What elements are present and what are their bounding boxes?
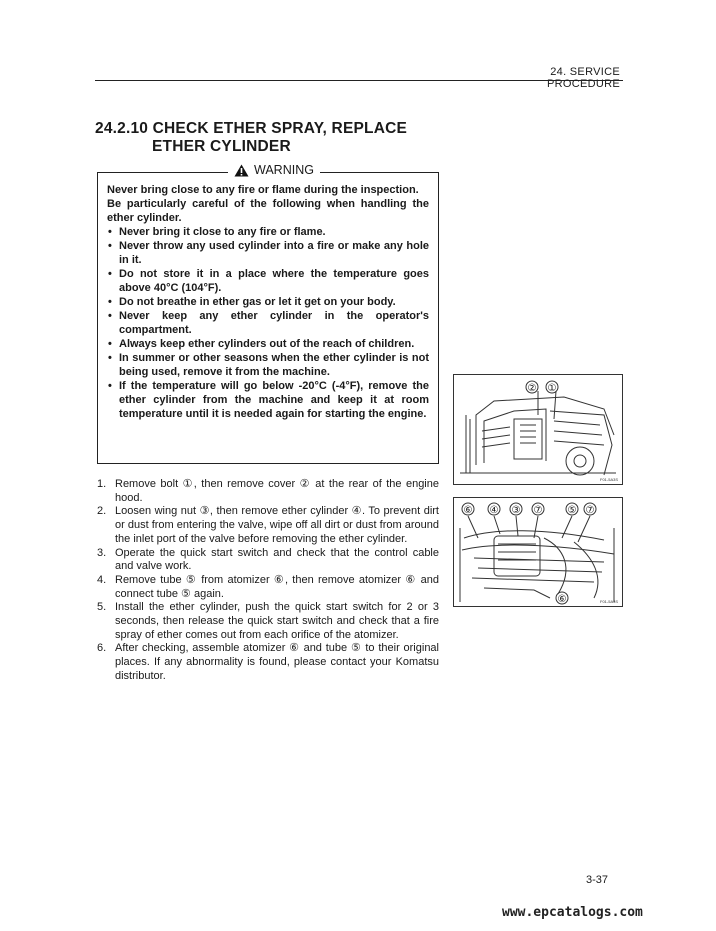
step-4 [97, 574, 439, 601]
warning-intro-2: Be particularly careful of the following when handling the ether cylinder. [107, 198, 429, 224]
title-line-1: 24.2.10 CHECK ETHER SPRAY, REPLACE [95, 120, 408, 137]
watermark: www.epcatalogs.com [502, 905, 643, 920]
step-5 [97, 601, 439, 642]
step-number: 4. [97, 573, 107, 586]
title-line-2: ETHER CYLINDER [152, 138, 291, 155]
warning-bullet: • Never bring it close to any fire or flame. [107, 225, 429, 239]
callout-2: ② [527, 383, 537, 394]
step-text: Remove bolt ①, then remove cover ② at the rear of the engine hood. [115, 478, 439, 504]
warning-bullet: • Do not store it in a place where the temperature goes above 40°C (104°F). [107, 267, 429, 295]
step-number: 6. [97, 642, 107, 655]
figure-code: F01-5A3S [600, 477, 619, 482]
warning-bullet: • Do not breathe in ether gas or let it get on your body. [107, 295, 429, 309]
step-number: 3. [97, 546, 107, 559]
step-text: Operate the quick start switch and check that the control cable and valve work. [115, 546, 439, 573]
step-1 [97, 478, 439, 505]
warning-bullet: • If the temperature will go below -20°C (-4°F), remove the ether cylinder from the machine and keep it at room temperature until it is needed again for starting the engine. [107, 379, 429, 421]
step-text: After checking, assemble atomizer ⑥ and tube ⑤ to their original places. If any abnormality is found, please contact your Komatsu distributor. [115, 642, 439, 682]
callout-3: ③ [511, 505, 521, 516]
figure-ether-cylinder [453, 497, 623, 607]
callout-5: ⑤ [567, 505, 577, 516]
step-number: 5. [97, 601, 107, 614]
warning-bullet: • Always keep ether cylinders out of the reach of children. [107, 337, 429, 351]
callout-6b: ⑥ [557, 594, 567, 605]
warning-header [228, 163, 320, 177]
procedure-steps [97, 478, 439, 684]
engine-hood-illustration [454, 375, 622, 484]
warning-body [107, 183, 429, 421]
warning-bullet: • Never keep any ether cylinder in the operator's compartment. [107, 309, 429, 337]
warning-triangle-icon [234, 164, 249, 177]
figure-code: F01-5A3S [600, 599, 619, 604]
step-6 [97, 642, 439, 683]
callout-4: ④ [489, 505, 499, 516]
step-3 [97, 547, 439, 574]
warning-label: WARNING [254, 163, 314, 177]
step-2 [97, 505, 439, 546]
callout-7b: ⑦ [585, 505, 595, 516]
ether-cylinder-illustration [454, 498, 622, 606]
page-title [95, 120, 407, 156]
warning-list [107, 225, 429, 421]
callout-1: ① [547, 383, 557, 394]
step-text: Install the ether cylinder, push the quick start switch for 2 or 3 seconds, then release the quick start switch and check that a fire spray of ether comes out from each orifice of the atomizer. [115, 601, 439, 641]
figure-engine-hood [453, 374, 623, 485]
step-text: Loosen wing nut ③, then remove ether cylinder ④. To prevent dirt or dust from entering the valve, wipe off all dirt or dust from around the inlet port of the valve before removing the ether cylinder. [115, 505, 439, 545]
warning-bullet: • In summer or other seasons when the ether cylinder is not being used, remove it from the machine. [107, 351, 429, 379]
step-number: 2. [97, 505, 107, 518]
section-header: 24. SERVICE PROCEDURE [547, 66, 620, 90]
page-number: 3-37 [586, 874, 609, 886]
header-rule [95, 80, 623, 81]
warning-bullet: • Never throw any used cylinder into a fire or make any hole in it. [107, 239, 429, 267]
callout-7: ⑦ [533, 505, 543, 516]
warning-intro-1: Never bring close to any fire or flame during the inspection. [107, 184, 419, 196]
step-number: 1. [97, 478, 107, 490]
step-text: Remove tube ⑤ from atomizer ⑥, then remove atomizer ⑥ and connect tube ⑤ again. [115, 573, 439, 600]
callout-6: ⑥ [463, 505, 473, 516]
